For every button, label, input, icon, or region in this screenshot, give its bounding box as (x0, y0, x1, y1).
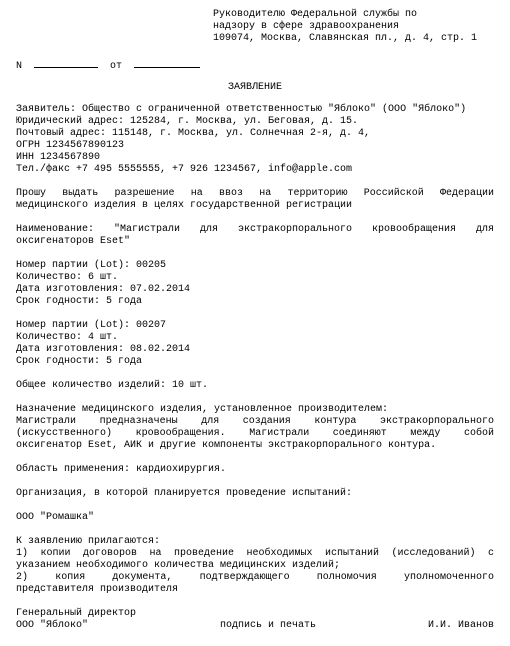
postal-address: Почтовый адрес: 115148, г. Москва, ул. Солнечная 2-я, д. 4, (16, 128, 371, 139)
lot-quantity: Количество: 6 шт. (16, 272, 119, 283)
applicant-line: Заявитель: Общество с ограниченной ответственностью "Яблоко" (ООО "Яблоко") (16, 104, 467, 115)
recipient-line: надзору в сфере здравоохранения (213, 21, 400, 32)
legal-address: Юридический адрес: 125284, г. Москва, ул. Беговая, д. 15. (16, 116, 359, 127)
organization-label: Организация, в которой планируется проведение испытаний: (16, 488, 353, 499)
product-name: Наименование: "Магистрали для экстракорпорального кровообращения для (16, 224, 494, 235)
lot-manufacture-date: Дата изготовления: 07.02.2014 (16, 284, 191, 295)
lot-quantity: Количество: 4 шт. (16, 332, 119, 343)
product-name: оксигенаторов Eset" (16, 236, 131, 247)
purpose-text: оксигенатор Eset, АИК и другие компоненты экстракорпорального контура. (16, 440, 437, 451)
date-blank (134, 58, 200, 68)
ogrn: ОГРН 1234567890123 (16, 140, 125, 151)
lot-number: Номер партии (Lot): 00205 (16, 260, 167, 271)
attachment-item: представителя производителя (16, 584, 179, 595)
signatory-name: И.И. Иванов (427, 620, 494, 631)
signatory-position: Генеральный директор (16, 608, 137, 619)
signature-row (16, 620, 494, 632)
recipient-block (213, 9, 503, 45)
lot-number: Номер партии (Lot): 00207 (16, 320, 167, 331)
signature-label: подпись и печать (220, 620, 317, 631)
purpose-label: Назначение медицинского изделия, установленное производителем: (16, 404, 389, 415)
lot-expiry: Срок годности: 5 года (16, 296, 143, 307)
document-title: ЗАЯВЛЕНИЕ (227, 82, 282, 93)
date-label: от (110, 61, 123, 72)
request-text: медицинского изделия в целях государственной регистрации (16, 200, 353, 211)
number-blank (34, 58, 98, 68)
contacts: Тел./факс +7 495 5555555, +7 926 1234567, info@apple.com (16, 164, 353, 175)
purpose-text: Магистрали предназначены для создания контура экстракорпорального (16, 416, 494, 427)
purpose-text: (искусственного) кровообращения. Магистрали соединяют между собой (16, 428, 494, 439)
application-area: Область применения: кардиохирургия. (16, 464, 227, 475)
attachment-item: 1) копии договоров на проведение необходимых испытаний (исследований) с (16, 548, 494, 559)
recipient-address: 109074, Москва, Славянская пл., д. 4, стр. 1 (213, 33, 478, 44)
lot-expiry: Срок годности: 5 года (16, 356, 143, 367)
organization-name: ООО "Ромашка" (16, 512, 95, 523)
signatory-company: ООО "Яблоко" (16, 620, 89, 631)
document-body (16, 104, 494, 632)
lot-manufacture-date: Дата изготовления: 08.02.2014 (16, 344, 191, 355)
request-text: Прошу выдать разрешение на ввоз на территорию Российской Федерации (16, 188, 494, 199)
inn: ИНН 1234567890 (16, 152, 101, 163)
attachments-label: К заявлению прилагаются: (16, 536, 161, 547)
number-date-line (16, 58, 200, 73)
number-label: N (16, 61, 23, 72)
total-quantity: Общее количество изделий: 10 шт. (16, 380, 209, 391)
attachment-item: 2) копия документа, подтверждающего полномочия уполномоченного (16, 572, 494, 583)
recipient-line: Руководителю Федеральной службы по (213, 9, 418, 20)
attachment-item: указанием необходимого количества медицинских изделий; (16, 560, 341, 571)
